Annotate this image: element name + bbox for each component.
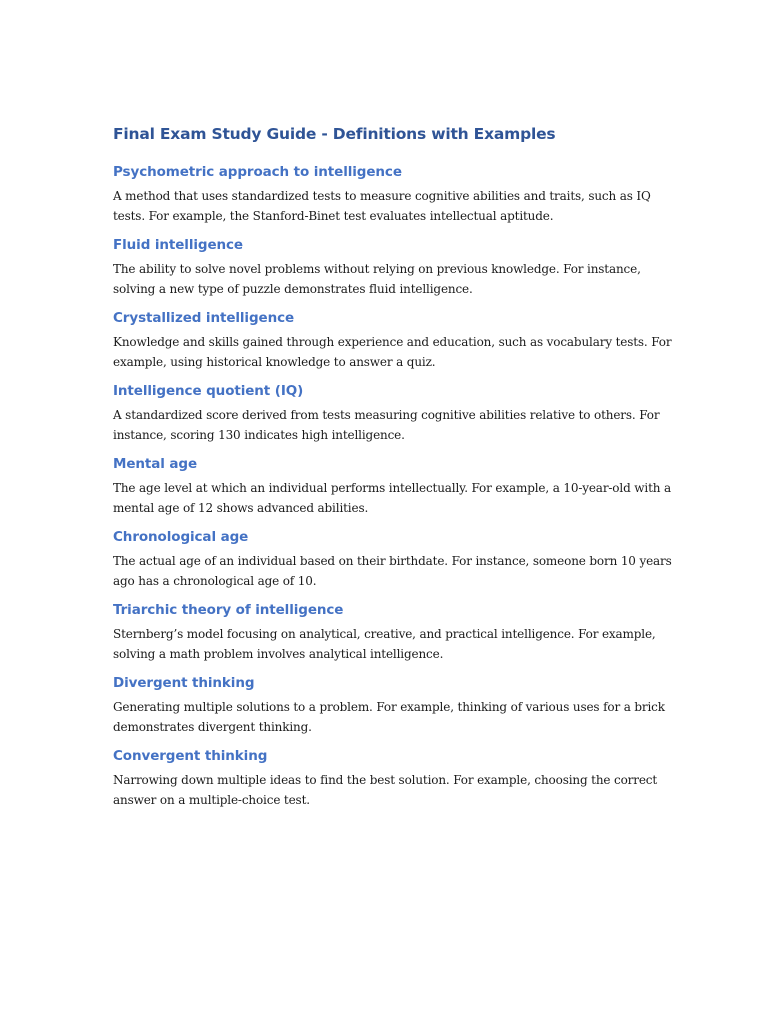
term-heading: Intelligence quotient (IQ) <box>113 383 304 399</box>
term-section <box>113 382 673 445</box>
term-definition: A standardized score derived from tests measuring cognitive abilities relative to others. For instance, scoring 130 indicates high intelligence. <box>113 408 660 442</box>
term-definition: The ability to solve novel problems without relying on previous knowledge. For instance, solving a new type of puzzle demonstrates fluid intelligence. <box>113 262 641 296</box>
term-heading: Mental age <box>113 456 198 472</box>
term-definition: Narrowing down multiple ideas to find the best solution. For example, choosing the correct answer on a multiple-choice test. <box>113 773 658 807</box>
term-heading: Divergent thinking <box>113 675 255 691</box>
term-heading: Chronological age <box>113 529 249 545</box>
term-section <box>113 309 673 372</box>
term-heading: Crystallized intelligence <box>113 310 295 326</box>
term-definition: Sternberg’s model focusing on analytical, creative, and practical intelligence. For example, solving a math problem involves analytical intelligence. <box>113 627 656 661</box>
term-definition: Generating multiple solutions to a problem. For example, thinking of various uses for a brick demonstrates divergent thinking. <box>113 700 665 734</box>
term-definition: A method that uses standardized tests to measure cognitive abilities and traits, such as IQ tests. For example, the Stanford-Binet test evaluates intellectual aptitude. <box>113 189 651 223</box>
term-heading: Convergent thinking <box>113 748 268 764</box>
term-section <box>113 528 673 591</box>
document-page <box>113 122 673 820</box>
term-heading: Fluid intelligence <box>113 237 243 253</box>
term-definition: The age level at which an individual performs intellectually. For example, a 10-year-old with a mental age of 12 shows advanced abilities. <box>113 481 671 515</box>
document-title: Final Exam Study Guide - Definitions with Examples <box>113 125 556 143</box>
term-section <box>113 163 673 226</box>
term-section <box>113 601 673 664</box>
term-section <box>113 747 673 810</box>
term-section <box>113 674 673 737</box>
term-definition: Knowledge and skills gained through experience and education, such as vocabulary tests. For example, using historical knowledge to answer a quiz. <box>113 335 672 369</box>
term-section <box>113 455 673 518</box>
term-heading: Triarchic theory of intelligence <box>113 602 344 618</box>
term-definition: The actual age of an individual based on their birthdate. For instance, someone born 10 years ago has a chronological age of 10. <box>113 554 672 588</box>
term-heading: Psychometric approach to intelligence <box>113 164 402 180</box>
term-section <box>113 236 673 299</box>
